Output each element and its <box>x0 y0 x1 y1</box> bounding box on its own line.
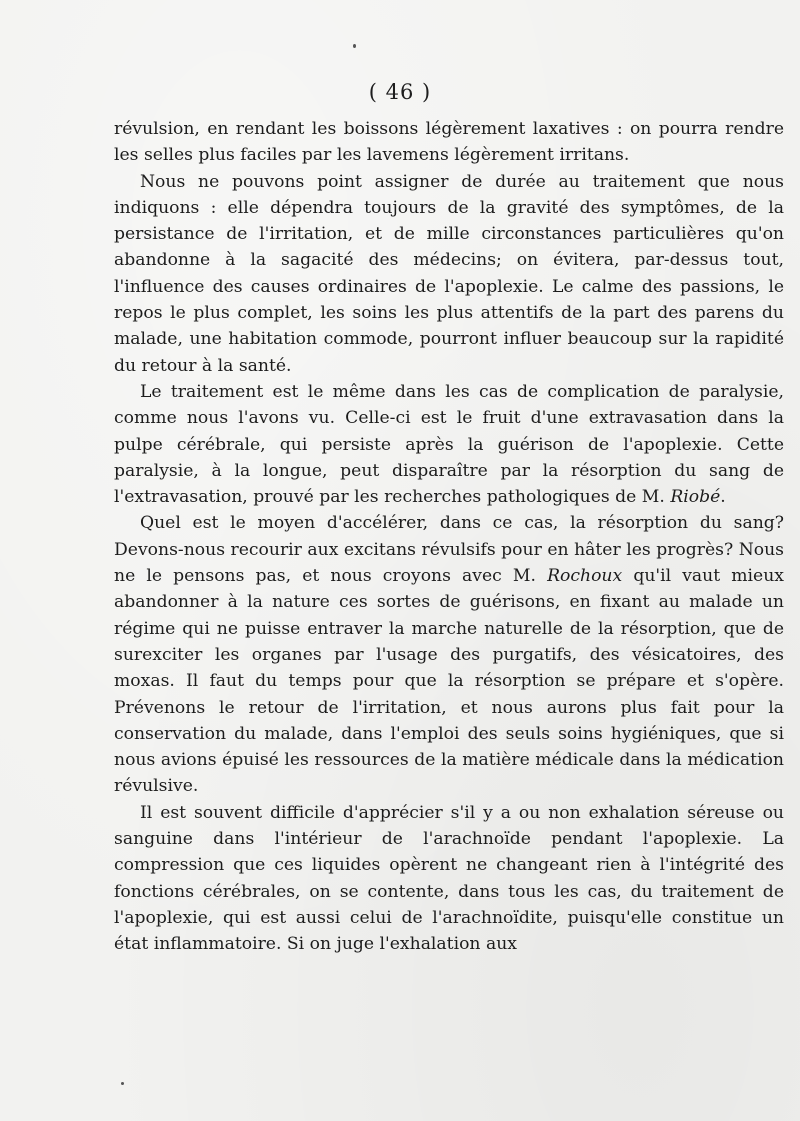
paragraph-text: qu'il vaut mieux abandonner à la nature ces sortes de guérisons, en fixant au malade un régime qui ne puisse entraver la marche naturelle de la résorption, que de surexciter les organes par l'usage des purgatifs, des vésicatoires, des moxas. Il faut du temps pour que la résorption se prépare et s'opère. Prévenons le retour de l'irritation, et nous aurons plus fait pour la conservation du malade, dans l'emploi des seuls soins hygiéniques, que si nous avions épuisé les ressources de la matière médicale dans la médication révulsive. <box>114 566 784 797</box>
paragraph-text: Le traitement est le même dans les cas de complication de paralysie, comme nous l'avons vu. Celle-ci est le fruit d'une extravasation dans la pulpe cérébrale, qui persiste après la guérison de l'apoplexie. Cette paralysie, à la longue, peut disparaître par la résorption du sang de l'extravasation, prouvé par les recherches pathologiques de M. <box>114 381 784 508</box>
paragraph: révulsion, en rendant les boissons légèrement laxatives : on pourra rendre les selles plus faciles par les lavemens légèrement irritans. <box>114 119 784 166</box>
author-name: Riobé <box>670 487 721 508</box>
page-number: ( 46 ) <box>368 80 432 104</box>
paragraph-text: . <box>720 487 726 508</box>
paragraph: Il est souvent difficile d'apprécier s'il y a ou non exhalation séreuse ou sanguine dans l'intérieur de l'arachnoïde pendant l'apoplexie. La compression que ces liquides opèrent ne changeant rien à l'intégrité des fonctions cérébrales, on se contente, dans tous les cas, du traitement de l'apoplexie, qui est aussi celui de l'arachnoïdite, puisqu'elle constitue un état inflammatoire. Si on juge l'exhalation aux <box>114 802 784 955</box>
body-text <box>114 116 784 958</box>
author-name: Rochoux <box>547 566 623 587</box>
paragraph-text: Quel est le moyen d'accélérer, dans ce cas, la résorption du sang? Devons-nous recourir aux excitans révulsifs pour en hâter les progrès? Nous ne le pensons pas, et nous croyons avec M. <box>114 513 784 587</box>
ink-speck <box>353 44 356 48</box>
ink-speck <box>121 1082 124 1085</box>
paragraph <box>114 510 784 799</box>
paragraph: Nous ne pouvons point assigner de durée au traitement que nous indiquons : elle dépendra toujours de la gravité des symptômes, de la persistance de l'irritation, et de mille circonstances particulières qu'on abandonne à la sagacité des médecins; on évitera, par-dessus tout, l'influence des causes ordinaires de l'apoplexie. Le calme des passions, le repos le plus complet, les soins les plus attentifs de la part des parens du malade, une habitation commode, pourront influer beaucoup sur la rapidité du retour à la santé. <box>114 171 784 376</box>
paragraph <box>114 379 784 510</box>
